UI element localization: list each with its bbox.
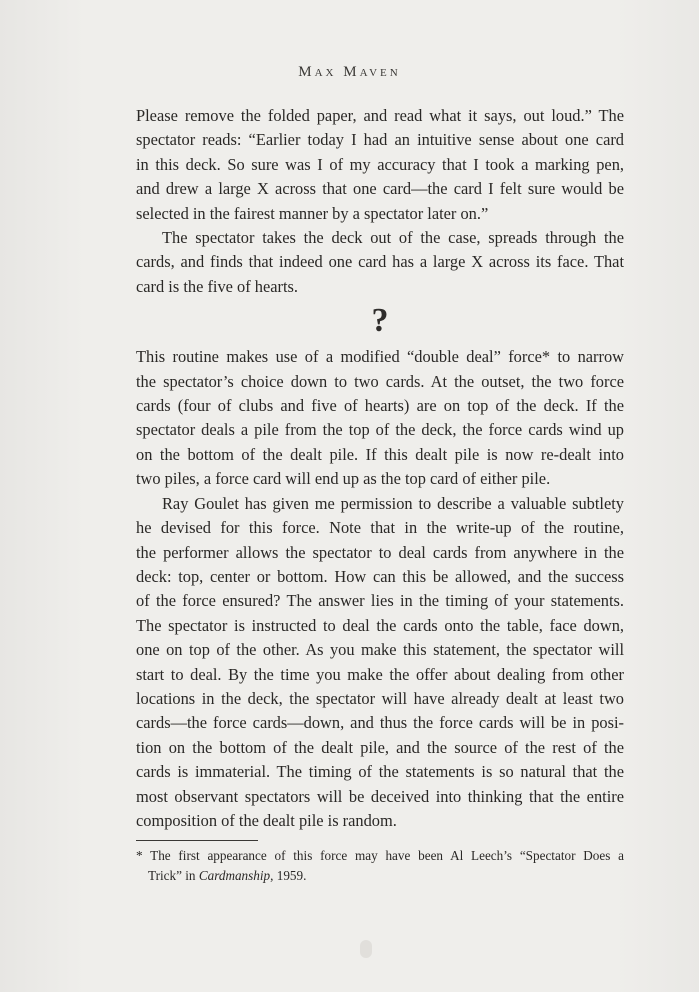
text-line: most observant spectators will be deceived into thinking that the entire (136, 786, 624, 806)
page-smudge (360, 940, 372, 958)
text-line: locations in the deck, the spectator will have already dealt at least two (136, 688, 624, 708)
footnote-text: , 1959. (270, 868, 307, 883)
footnote-line (136, 866, 624, 886)
paragraph-4 (136, 492, 624, 834)
body-text (136, 104, 624, 833)
text-line: The spectator is instructed to deal the cards onto the table, face down, (136, 615, 624, 635)
text-line: the spectator’s choice down to two cards. At the outset, the two force (136, 371, 624, 391)
text-line: he devised for this force. Note that in the write-up of the routine, (136, 518, 624, 538)
running-head: Max Maven (298, 64, 401, 80)
text-line: deck: top, center or bottom. How can this be allowed, and the success (136, 566, 624, 586)
text-line: This routine makes use of a modified “double deal” force* to narrow (136, 347, 624, 367)
text-line: cards—the force cards—down, and thus the force cards will be in posi- (136, 713, 624, 733)
text-line: and drew a large X across that one card—the card I felt sure would be (136, 179, 624, 199)
footnote-book-title: Cardmanship (198, 868, 271, 883)
paragraph-3 (136, 345, 624, 491)
section-break-question-mark: ? (371, 302, 389, 340)
text-line: one on top of the other. As you make this statement, the spectator will (136, 640, 624, 660)
text-line: cards, and finds that indeed one card has a large X across its face. That (136, 252, 624, 272)
text-line: Ray Goulet has given me permission to describe a valuable subtlety (162, 493, 624, 513)
footnote-rule (136, 840, 258, 841)
text-line: selected in the fairest manner by a spectator later on.” (136, 203, 489, 223)
paragraph-2 (136, 226, 624, 299)
text-line: The spectator takes the deck out of the case, spreads through the (162, 228, 624, 248)
text-line: spectator deals a pile from the top of the deck, the force cards wind up (136, 420, 624, 440)
text-line: on the bottom of the dealt pile. If this dealt pile is now re-dealt into (136, 444, 624, 464)
text-line: cards is immaterial. The timing of the statements is so natural that the (136, 762, 624, 782)
text-line: tion on the bottom of the dealt pile, and the source of the rest of the (136, 737, 624, 757)
footnote (136, 846, 624, 886)
footnote-line: * The first appearance of this force may have been Al Leech’s “Spectator Does a (136, 848, 624, 863)
paragraph-1 (136, 104, 624, 226)
text-line: of the force ensured? The answer lies in the timing of your statements. (136, 591, 624, 611)
text-line: card is the five of hearts. (136, 276, 299, 296)
text-line: the performer allows the spectator to deal cards from anywhere in the (136, 542, 624, 562)
text-line: cards (four of clubs and five of hearts) are on top of the deck. If the (136, 396, 624, 416)
text-line: start to deal. By the time you make the offer about dealing from other (136, 664, 624, 684)
text-line: in this deck. So sure was I of my accuracy that I took a marking pen, (136, 154, 624, 174)
text-line: composition of the dealt pile is random. (136, 810, 397, 830)
text-line: two piles, a force card will end up as the top card of either pile. (136, 469, 551, 489)
footnote-text: Trick” in (148, 868, 199, 883)
text-line: spectator reads: “Earlier today I had an intuitive sense about one card (136, 130, 624, 150)
text-line: Please remove the folded paper, and read what it says, out loud.” The (136, 106, 624, 125)
